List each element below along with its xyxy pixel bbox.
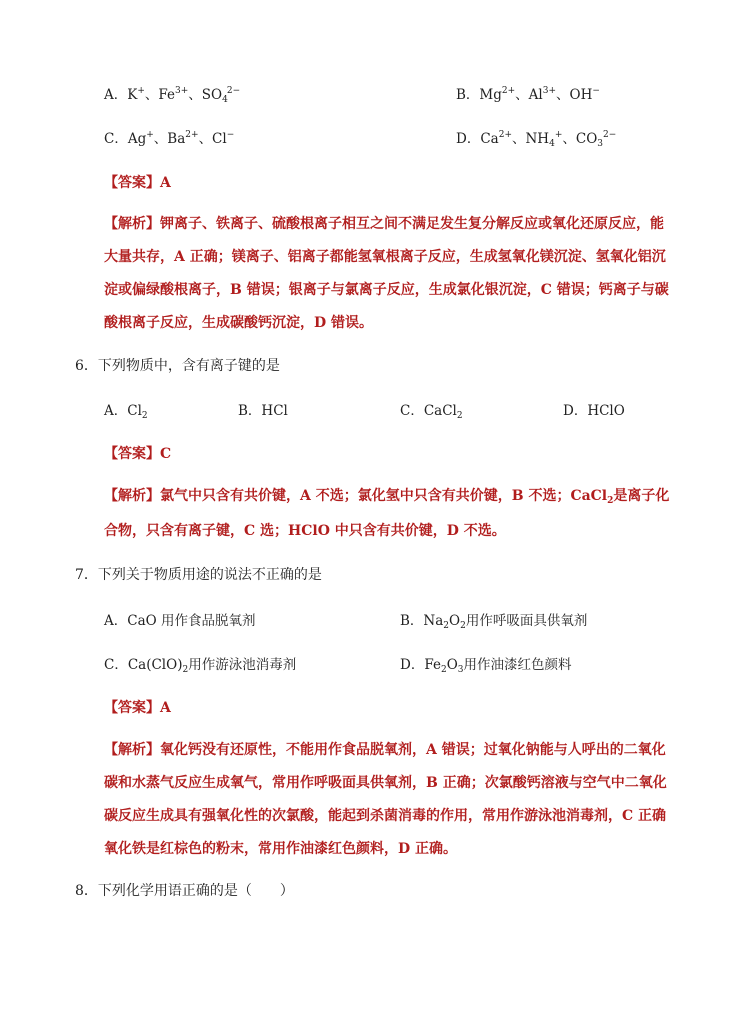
analysis-line: 【解析】钾离子、铁离子、硫酸根离子相互之间不满足发生复分解反应或氧化还原反应，能 xyxy=(104,216,664,232)
q5-option-a[interactable]: A．K+、$Fe^{3+}$、$SO_4^{2-}$ xyxy=(104,86,241,105)
q7-answer xyxy=(104,697,171,717)
q6-stem: 6．下列物质中，含有离子键的是 xyxy=(75,358,280,374)
analysis-label: 【解析】 xyxy=(104,216,160,232)
q7-option-a[interactable]: A．CaO 用作食品脱氧剂 xyxy=(104,613,256,629)
answer-label: 【答案】 xyxy=(104,175,160,191)
analysis-line: 酸根离子反应，生成碳酸钙沉淀，D 错误。 xyxy=(104,315,374,331)
q7-stem: 7．下列关于物质用途的说法不正确的是 xyxy=(75,567,322,583)
q6-option-d[interactable]: D．HClO xyxy=(563,403,625,419)
analysis-line: 碳和水蒸气反应生成氧气，常用作呼吸面具供氧剂，B 正确；次氯酸钙溶液与空气中二氧化 xyxy=(104,775,667,791)
q7-option-b[interactable]: B．$Na_2O_2$用作呼吸面具供氧剂 xyxy=(400,613,588,631)
option-label: D． xyxy=(456,131,481,147)
q5-option-b[interactable]: B．$Mg^{2+}$、$Al^{3+}$、OH− xyxy=(456,86,600,103)
answer-value: C xyxy=(160,446,172,462)
analysis-line: 合物，只含有离子键，C 选；HClO 中只含有共价键，D 不选。 xyxy=(104,523,506,539)
analysis-label: 【解析】 xyxy=(104,742,160,758)
analysis-line: 【解析】氧化钙没有还原性，不能用作食品脱氧剂，A 错误；过氧化钠能与人呼出的二氧化 xyxy=(104,742,666,758)
q5-analysis xyxy=(104,208,669,340)
q6-option-b[interactable]: B．HCl xyxy=(238,403,288,419)
q7-option-c[interactable]: C．$Ca(ClO)_2$用作游泳池消毒剂 xyxy=(104,657,297,675)
answer-value: A xyxy=(160,700,171,716)
analysis-line: 大量共存，A 正确；镁离子、铝离子都能氢氧根离子反应，生成氢氧化镁沉淀、氢氧化铝沉 xyxy=(104,249,666,265)
q5-option-d[interactable]: D．$Ca^{2+}$、$NH_4^+$、$CO_3^{2-}$ xyxy=(456,130,617,149)
option-label: B． xyxy=(456,87,480,103)
q6-analysis xyxy=(104,480,670,548)
q8-stem: 8．下列化学用语正确的是（ ） xyxy=(75,883,294,899)
q7-option-d[interactable]: D．$Fe_2O_3$用作油漆红色颜料 xyxy=(400,657,572,675)
analysis-line: 碳反应生成具有强氧化性的次氯酸，能起到杀菌消毒的作用，常用作游泳池消毒剂，C 正确 xyxy=(104,808,667,824)
analysis-line: 【解析】氯气中只含有共价键，A 不选；氯化氢中只含有共价键，B 不选；CaCl$_2$是离子化 xyxy=(104,488,670,506)
answer-label: 【答案】 xyxy=(104,446,160,462)
answer-label: 【答案】 xyxy=(104,700,160,716)
analysis-line: 氧化铁是红棕色的粉末，常用作油漆红色颜料，D 正确。 xyxy=(104,841,458,857)
option-label: A． xyxy=(104,87,128,103)
q6-option-a[interactable]: A．$Cl_2$ xyxy=(104,403,148,421)
q5-option-c[interactable]: C．Ag+、$Ba^{2+}$、Cl− xyxy=(104,130,235,147)
q6-option-c[interactable]: C．CaCl$_2$ xyxy=(400,403,463,421)
analysis-label: 【解析】 xyxy=(104,488,160,504)
q6-answer xyxy=(104,443,171,463)
analysis-line: 淀或偏绿酸根离子，B 错误；银离子与氯离子反应，生成氯化银沉淀，C 错误；钙离子与碳 xyxy=(104,282,669,298)
option-label: C． xyxy=(104,131,128,147)
q7-analysis xyxy=(104,734,667,866)
q5-answer xyxy=(104,172,171,192)
answer-value: A xyxy=(160,175,171,191)
